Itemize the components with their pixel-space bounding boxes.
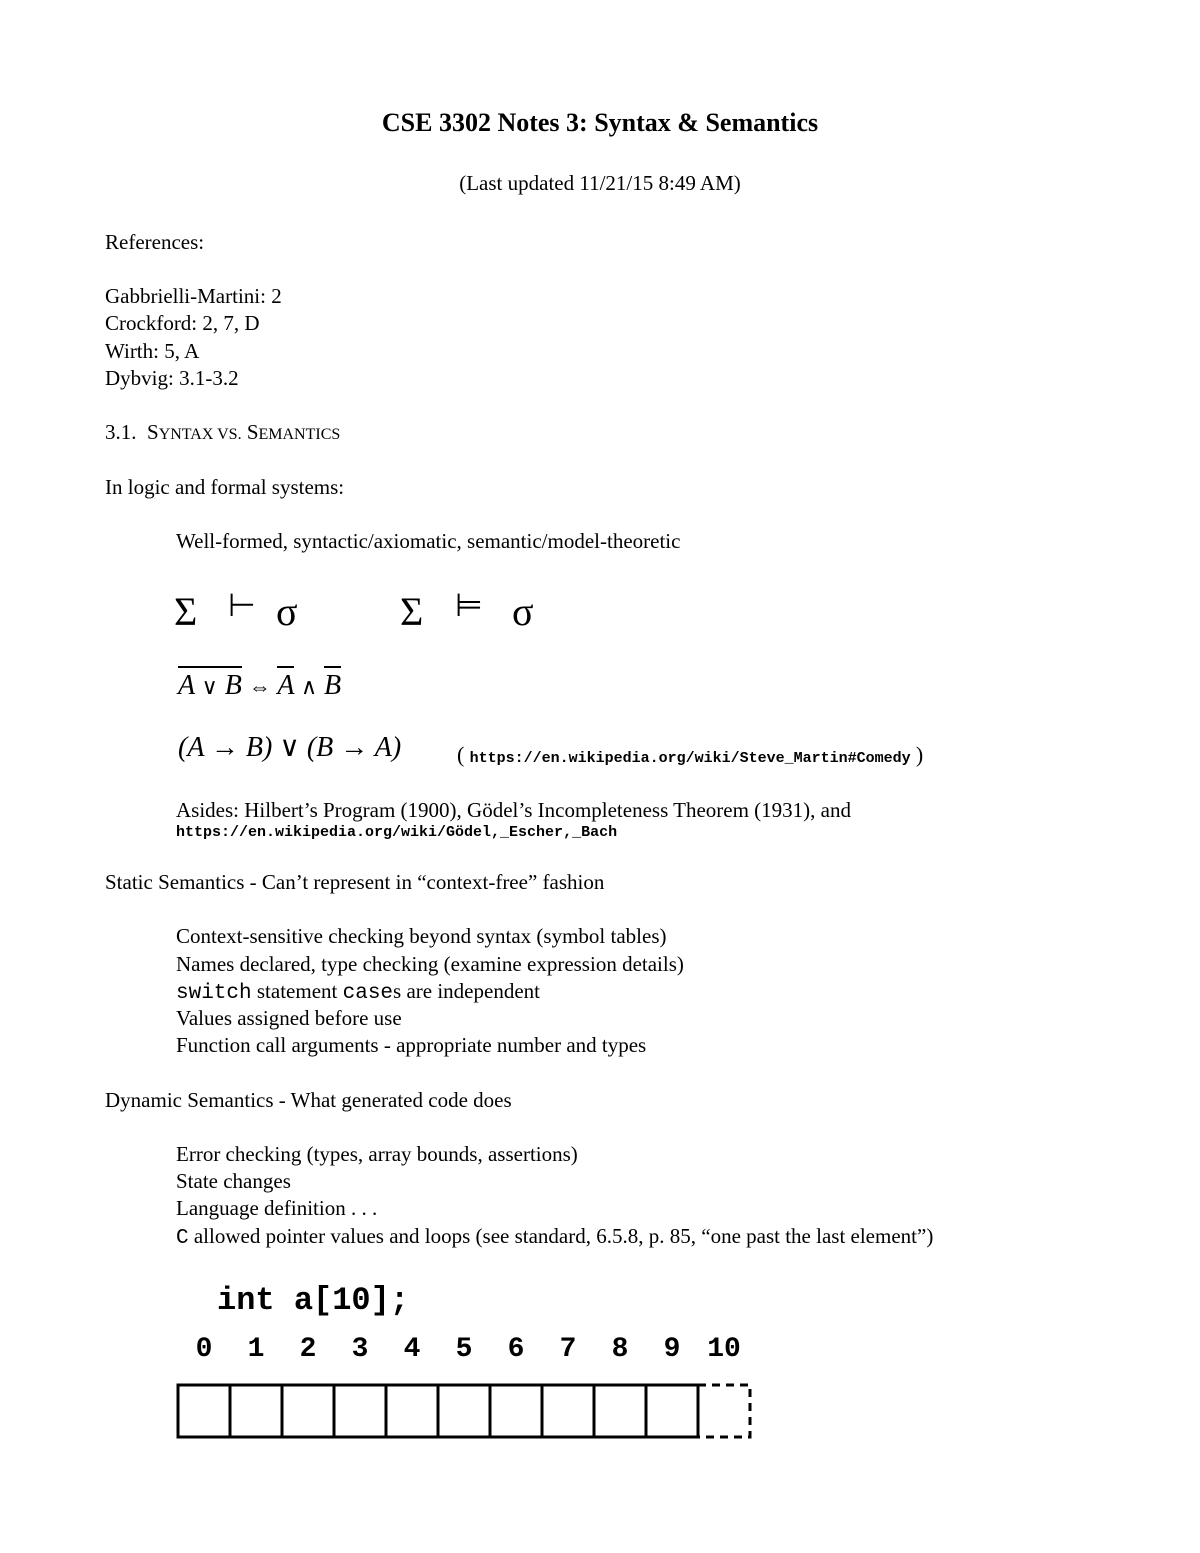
dynamic-item: Error checking (types, array bounds, assertions) xyxy=(176,1142,578,1166)
array-index-label: 1 xyxy=(247,1334,265,1365)
reference-item: Gabbrielli-Martini: 2 xyxy=(105,284,282,308)
reference-item: Dybvig: 3.1-3.2 xyxy=(105,366,239,390)
array-cell xyxy=(230,1385,282,1437)
section-title-part: S xyxy=(246,420,259,444)
logic-kinds: Well-formed, syntactic/axiomatic, semantic/model-theoretic xyxy=(176,529,681,553)
array-index-label: 4 xyxy=(403,1334,421,1365)
models-symbol: ⊨ xyxy=(455,586,483,624)
static-item: Names declared, type checking (examine expression details) xyxy=(176,952,684,976)
formula-op: ∨ xyxy=(201,674,218,699)
array-index-label: 0 xyxy=(195,1334,213,1365)
lower-sigma-symbol: σ xyxy=(512,589,534,634)
last-updated: (Last updated 11/21/15 8:49 AM) xyxy=(459,171,741,195)
static-item: Function call arguments - appropriate number and types xyxy=(176,1033,647,1057)
array-index-label: 7 xyxy=(559,1334,577,1365)
static-item: Context-sensitive checking beyond syntax (symbol tables) xyxy=(176,924,667,948)
dynamic-item: State changes xyxy=(176,1169,291,1193)
static-item: Values assigned before use xyxy=(176,1006,402,1030)
dynamic-item: Language definition . . . xyxy=(176,1196,378,1220)
implication-formula: (A → B) ∨ (B → A) xyxy=(178,732,402,763)
array-index-label: 6 xyxy=(507,1334,525,1365)
array-cell xyxy=(542,1385,594,1437)
array-index-label: 9 xyxy=(663,1334,681,1365)
turnstile-symbol: ⊢ xyxy=(228,586,256,624)
lower-sigma-symbol: σ xyxy=(276,589,298,634)
array-cell xyxy=(282,1385,334,1437)
code-c: C xyxy=(176,1227,189,1250)
section-title-part: EMANTICS xyxy=(258,426,341,443)
paren: ( xyxy=(457,742,465,767)
reference-item: Wirth: 5, A xyxy=(105,339,200,363)
array-cell xyxy=(334,1385,386,1437)
array-index-label: 8 xyxy=(611,1334,629,1365)
sigma-symbol: Σ xyxy=(400,589,424,634)
dynamic-semantics-heading: Dynamic Semantics - What generated code does xyxy=(105,1088,512,1112)
logic-intro: In logic and formal systems: xyxy=(105,475,345,499)
static-semantics-heading: Static Semantics - Can’t represent in “context-free” fashion xyxy=(105,870,605,894)
text: statement xyxy=(251,979,343,1003)
paren: ) xyxy=(915,742,924,767)
formula-var: B xyxy=(324,666,341,701)
geb-link[interactable]: https://en.wikipedia.org/wiki/Gödel,_Escher,_Bach xyxy=(176,824,618,841)
array-index-label: 10 xyxy=(707,1334,741,1365)
array-index-label: 3 xyxy=(351,1334,369,1365)
formula-op: ⇔ xyxy=(248,674,271,699)
array-index-label: 2 xyxy=(299,1334,317,1365)
formula-var: B xyxy=(224,670,242,701)
array-cell xyxy=(490,1385,542,1437)
reference-item: Crockford: 2, 7, D xyxy=(105,311,260,335)
page-title: CSE 3302 Notes 3: Syntax & Semantics xyxy=(381,108,819,137)
array-cell xyxy=(178,1385,230,1437)
array-declaration: int a[10]; xyxy=(217,1282,410,1319)
array-cell xyxy=(646,1385,698,1437)
asides-text: Asides: Hilbert’s Program (1900), Gödel’s Incompleteness Theorem (1931), and xyxy=(176,798,851,822)
formula-var: A xyxy=(178,670,195,701)
sigma-symbol: Σ xyxy=(174,589,198,634)
text: allowed pointer values and loops (see standard, 6.5.8, p. 85, “one past the last element”) xyxy=(188,1224,934,1248)
section-number: 3.1. xyxy=(105,420,137,444)
text: s are independent xyxy=(393,979,540,1003)
code-switch: switch xyxy=(176,982,252,1005)
formula-op: ∧ xyxy=(300,674,318,699)
references-heading: References: xyxy=(105,230,205,254)
section-title-part: S xyxy=(147,420,159,444)
array-cell xyxy=(438,1385,490,1437)
formula-var: A xyxy=(277,666,294,701)
steve-martin-link[interactable]: https://en.wikipedia.org/wiki/Steve_Martin#Comedy xyxy=(469,750,911,767)
section-title-part: YNTAX VS. xyxy=(158,426,242,443)
array-index-label: 5 xyxy=(455,1334,473,1365)
array-cell-past-end xyxy=(698,1385,750,1437)
array-cell xyxy=(386,1385,438,1437)
array-cell xyxy=(594,1385,646,1437)
code-case: case xyxy=(342,982,394,1005)
